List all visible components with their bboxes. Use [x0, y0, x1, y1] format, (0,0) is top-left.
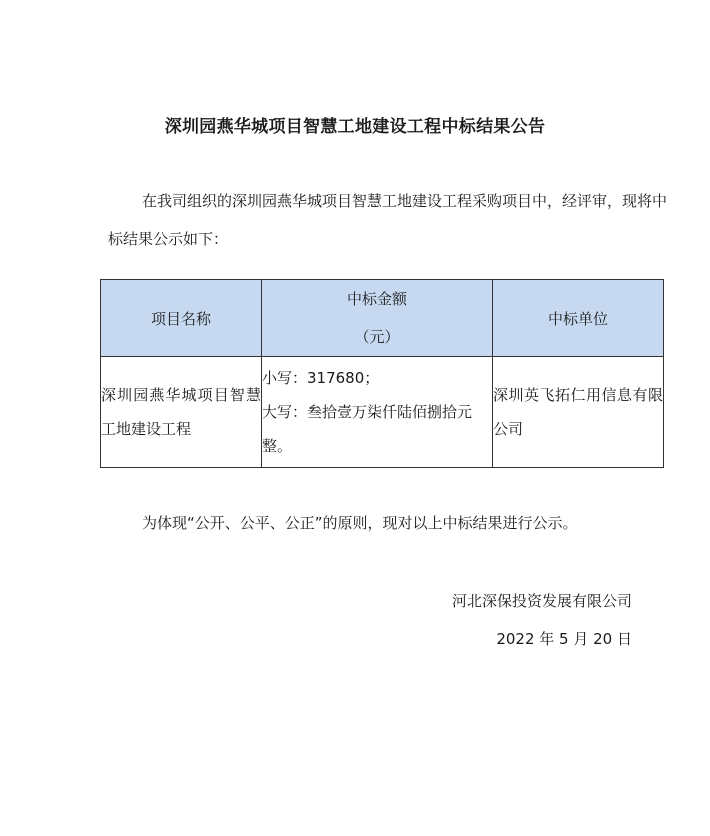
header-unit: 中标单位	[493, 280, 664, 357]
table-row	[101, 357, 664, 468]
closing-paragraph: 为体现“公开、公平、公正”的原则，现对以上中标结果进行公示。	[142, 514, 578, 532]
table-header-row	[101, 280, 664, 357]
intro-paragraph: 在我司组织的深圳园燕华城项目智慧工地建设工程采购项目中，经评审，现将中标结果公示如下：	[108, 192, 668, 248]
header-project-name: 项目名称	[101, 280, 262, 357]
cell-winning-unit: 深圳英飞拓仁用信息有限公司	[493, 357, 664, 468]
issuer-name: 河北深保投资发展有限公司	[451, 592, 632, 610]
header-amount-unit: （元）	[354, 328, 400, 346]
header-amount-label: 中标金额	[346, 290, 407, 308]
document-title: 深圳园燕华城项目智慧工地建设工程中标结果公告	[164, 117, 546, 137]
cell-project-name: 深圳园燕华城项目智慧工地建设工程	[101, 357, 262, 468]
amount-small: 小写：317680；	[262, 369, 380, 387]
issue-date: 2022 年 5 月 20 日	[496, 630, 632, 648]
header-amount	[262, 280, 493, 357]
result-table	[100, 279, 664, 468]
amount-large: 大写：叁拾壹万柒仟陆佰捌拾元整。	[262, 403, 473, 455]
cell-amount	[262, 357, 493, 468]
